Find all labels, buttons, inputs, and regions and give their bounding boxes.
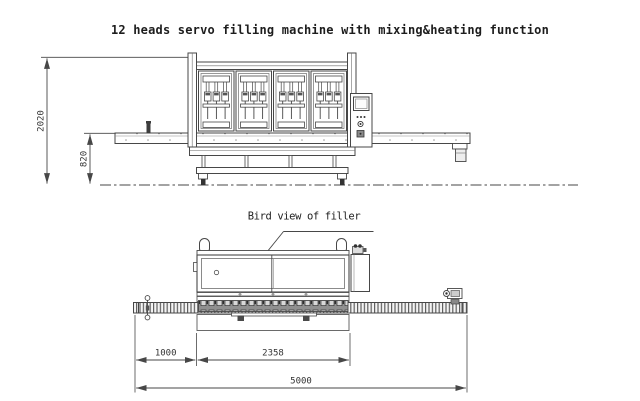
indicator-light (364, 116, 366, 118)
mixer-motor (353, 247, 364, 254)
electrical-box-top (351, 244, 370, 291)
control-panel (351, 94, 373, 148)
machine-base (190, 147, 356, 185)
filling-windows (199, 71, 347, 131)
base-outline-top (197, 315, 349, 331)
conveyor-motor-front (453, 144, 468, 162)
machine-front (188, 53, 467, 185)
machine-top-view (194, 239, 370, 302)
right-foot (338, 174, 347, 180)
drawing-title: 12 heads servo filling machine with mixing&heating function (110, 23, 550, 37)
dimension-filler-length (198, 333, 350, 366)
hopper-body (197, 255, 349, 292)
indicator-light (357, 116, 359, 118)
conveyor-motor-top (444, 289, 463, 305)
bottle-chain-guide (199, 301, 349, 312)
dimension-infeed (135, 315, 197, 393)
bottle-sensor-top (145, 296, 150, 321)
dim-label-5000: 5000 (290, 376, 312, 387)
dimension-conveyor-height (80, 133, 117, 183)
indicator-light (360, 116, 362, 118)
bird-view-label: Bird view of filler (247, 210, 361, 223)
support-bracket (232, 313, 317, 321)
dimension-overall-height (37, 57, 192, 183)
dim-label-1000: 1000 (154, 348, 177, 359)
dim-label-820: 820 (79, 150, 90, 168)
dim-label-2020: 2020 (36, 110, 47, 132)
bottle-sensor-front (147, 122, 151, 134)
bird-view (134, 211, 468, 393)
dimension-total-length (136, 315, 467, 393)
left-foot (199, 174, 208, 180)
dim-label-2358: 2358 (262, 348, 284, 359)
front-view (37, 23, 579, 185)
